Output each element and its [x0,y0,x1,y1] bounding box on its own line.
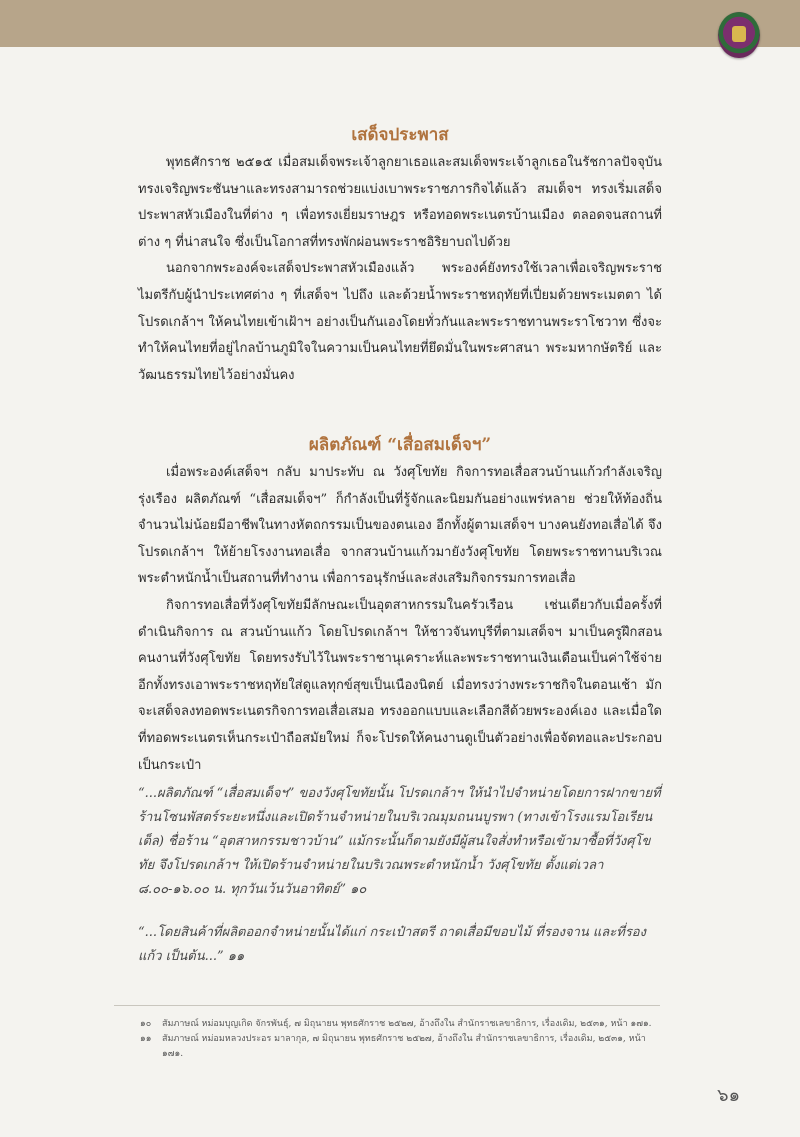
paragraph: นอกจากพระองค์จะเสด็จประพาสหัวเมืองแล้ว พระองค์ยังทรงใช้เวลาเพื่อเจริญพระราชไมตรีกับผู้นำประเทศต่าง ๆ ที่เสด็จฯ ไปถึง และด้วยน้ำพระราชหฤทัยที่เปี่ยมด้วยพระเมตตา ได้โปรดเกล้าฯ ให้คนไทยเข้าเฝ้าฯ อย่างเป็นกันเองโดยทั่วกันและพระราชทานพระราโชวาท ซึ่งจะทำให้คนไทยที่อยู่ไกลบ้านภูมิใจในความเป็นคนไทยที่ยึดมั่นในพระศาสนา พระมหากษัตริย์ และวัฒนธรรมไทยไว้อย่างมั่นคง [138,261,662,383]
footnote-divider [114,1005,660,1006]
document-page [0,47,800,1137]
header-band [0,0,800,47]
quote: “...ผลิตภัณฑ์ “เสื่อสมเด็จฯ” ของวังศุโขทัยนั้น โปรดเกล้าฯ ให้นำไปจำหน่ายโดยการฝากขายที่ร้านโซนพัสตร์ระยะหนึ่งและเปิดร้านจำหน่ายในบริเวณมุมถนนบูรพา (ทางเข้าโรงแรมโอเรียนเต็ล) ชื่อร้าน “อุตสาหกรรมชาวบ้าน” แม้กระนั้นก็ตามยังมีผู้สนใจสั่งทำหรือเข้ามาซื้อที่วังศุโขทัย จึงโปรดเกล้าฯ ให้เปิดร้านจำหน่ายในบริเวณพระตำหนักน้ำ วังศุโขทัย ตั้งแต่เวลา ๘.๐๐-๑๖.๐๐ น. ทุกวันเว้นวันอาทิตย์” ๑๐ [138,786,661,897]
section2-body [138,460,662,779]
footnote-text: สัมภาษณ์ หม่อมหลวงประอร มาลากุล, ๗ มิถุนายน พุทธศักราช ๒๕๒๗, อ้างถึงใน สำนักราชเลขาธิการ, เรื่องเดิม, ๒๕๓๑, หน้า ๑๗๑. [162,1034,646,1059]
footnote-mark: ๑๑ [140,1034,152,1044]
quote-block [138,921,662,969]
footnote-mark: ๑๐ [140,1019,152,1029]
paragraph: พุทธศักราช ๒๕๑๕ เมื่อสมเด็จพระเจ้าลูกยาเธอและสมเด็จพระเจ้าลูกเธอในรัชกาลปัจจุบันทรงเจริญพระชันษาและทรงสามารถช่วยแบ่งเบาพระราชภารกิจได้แล้ว สมเด็จฯ ทรงเริ่มเสด็จประพาสหัวเมืองในที่ต่าง ๆ เพื่อทรงเยี่ยมราษฎร หรือทอดพระเนตรบ้านเมือง ตลอดจนสถานที่ต่าง ๆ ที่น่าสนใจ ซึ่งเป็นโอกาสที่ทรงพักผ่อนพระราชอิริยาบถไปด้วย [138,155,662,250]
quote-block [138,782,662,902]
paragraph: กิจการทอเสื่อที่วังศุโขทัยมีลักษณะเป็นอุตสาหกรรมในครัวเรือน เช่นเดียวกับเมื่อครั้งที่ดำเนินกิจการ ณ สวนบ้านแก้ว โดยโปรดเกล้าฯ ให้ชาวจันทบุรีที่ตามเสด็จฯ มาเป็นครูฝึกสอนคนงานที่วังศุโขทัย โดยทรงรับไว้ในพระราชานุเคราะห์และพระราชทานเงินเดือนเป็นค่าใช้จ่าย อีกทั้งทรงเอาพระราชหฤทัยใส่ดูแลทุกข์สุขเป็นเนืองนิตย์ เมื่อทรงว่างพระราชกิจในตอนเช้า มักจะเสด็จลงทอดพระเนตรกิจการทอเสื่อเสมอ ทรงออกแบบและเลือกสีด้วยพระองค์เอง และเมื่อใดที่ทอดพระเนตรเห็นกระเป๋าถือสมัยใหม่ ก็จะโปรดให้คนงานดูเป็นตัวอย่างเพื่อจัดทอและประกอบเป็นกระเป๋า [138,597,662,773]
emblem-center [732,26,746,42]
paragraph: เมื่อพระองค์เสด็จฯ กลับ มาประทับ ณ วังศุโขทัย กิจการทอเสื่อสวนบ้านแก้วกำลังเจริญรุ่งเรือง ผลิตภัณฑ์ “เสื่อสมเด็จฯ” ก็กำลังเป็นที่รู้จักและนิยมกันอย่างแพร่หลาย ช่วยให้ท้องถิ่นจำนวนไม่น้อยมีอาชีพในทางหัตถกรรมเป็นของตนเอง อีกทั้งผู้ตามเสด็จฯ บางคนยังทอเสื่อได้ จึงโปรดเกล้าฯ ให้ย้ายโรงงานทอเสื่อ จากสวนบ้านแก้วมายังวังศุโขทัย โดยพระราชทานบริเวณพระตำหนักน้ำเป็นสถานที่ทำงาน เพื่อการอนุรักษ์และส่งเสริมกิจกรรมการทอเสื่อ [138,465,662,587]
footnote-text: สัมภาษณ์ หม่อมบุญเกิด จักรพันธุ์, ๗ มิถุนายน พุทธศักราช ๒๕๒๗, อ้างถึงใน สำนักราชเลขาธิการ, เรื่องเดิม, ๒๕๓๑, หน้า ๑๗๑. [162,1019,652,1029]
page-number: ๖๑ [717,1085,740,1106]
footnotes [140,1017,664,1062]
footnote [140,1032,664,1062]
footnote [140,1017,664,1032]
quote: “...โดยสินค้าที่ผลิตออกจำหน่ายนั้นได้แก่ กระเป๋าสตรี ถาดเสื่อมีขอบไม้ ที่รองจาน และที่รองแก้ว เป็นต้น...” ๑๑ [138,925,646,964]
section-title-royal-visits: เสด็จประพาส [351,125,449,145]
section-title-mat-product: ผลิตภัณฑ์ “เสื่อสมเด็จฯ” [308,435,492,455]
section1-body [138,150,662,389]
